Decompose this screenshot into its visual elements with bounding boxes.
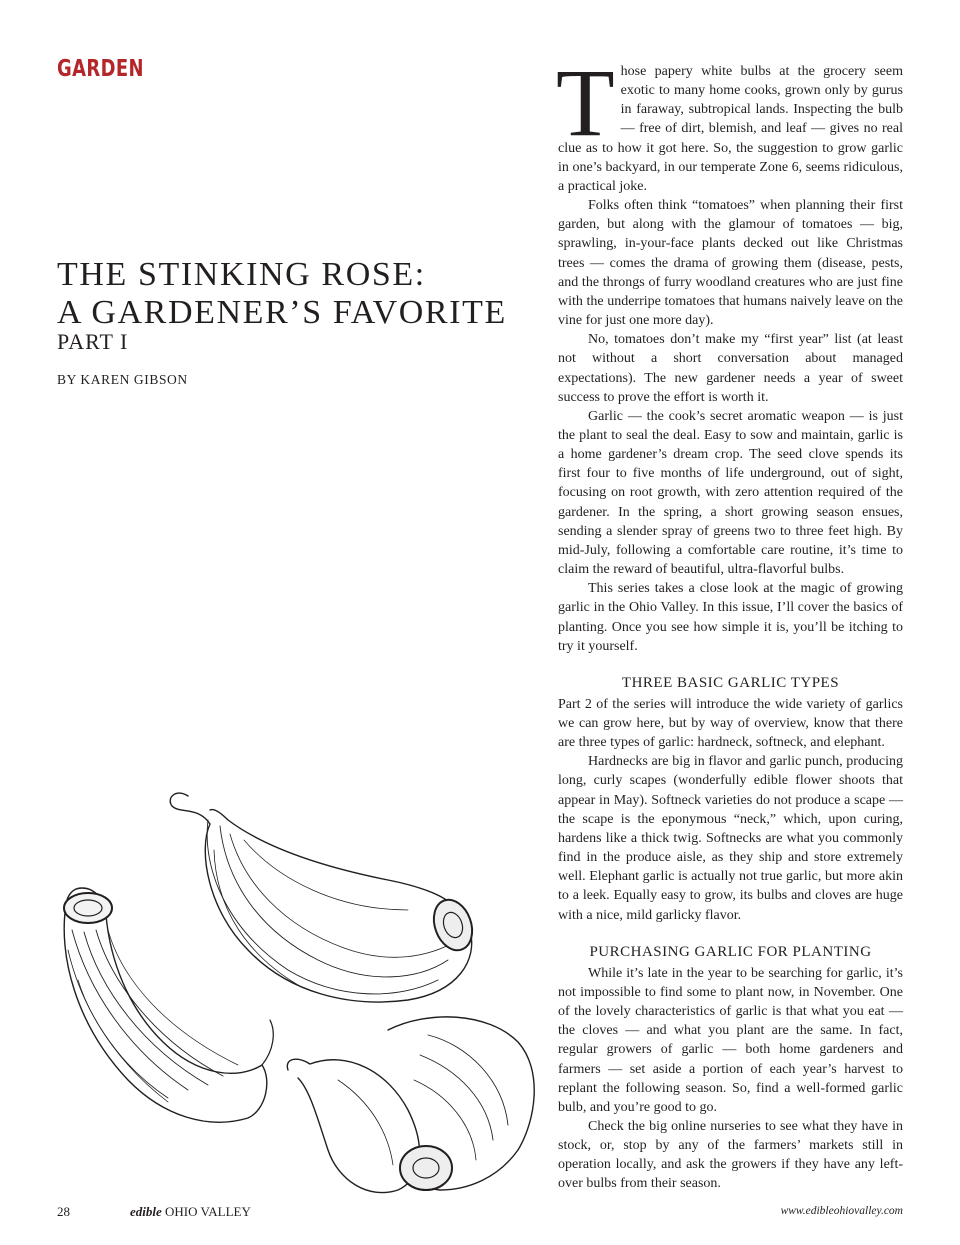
paragraph-8: While it’s late in the year to be searching for garlic, it’s not impossible to find some to plant now, in November. One of the lovely characteristics of garlic is that what you eat — the cloves — and what you plant are the same. In fact, regular growers of garlic — both home gardeners and farmers — set aside a portion of each year’s harvest to replant the following season. So, find a well-formed garlic bulb, and you’re good to go. [558, 965, 903, 1115]
paragraph-7: Hardnecks are big in flavor and garlic punch, producing long, curly scapes (wonderfully edible flower shoots that appear in May). Softneck varieties do not produce a scape — the scape is the eponymous “neck,” which, upon curing, hardens like a thick twig. Softnecks are what you commonly find in the produce aisle, as they ship and store extremely well. Elephant garlic is actually not true garlic, but more akin to a leek. Equally easy to grow, its bulbs and cloves are huge with a nice, mild garlicky flavor. [558, 754, 903, 923]
publication-name [130, 1204, 251, 1220]
garlic-clove-left [64, 888, 273, 1122]
paragraph-9: Check the big online nurseries to see what they have in stock, or, stop by any of the farmers’ markets still in operation locally, and ask the growers if they have any left-over bulbs from their season. [558, 1118, 903, 1192]
paragraph-1-text: hose papery white bulbs at the grocery seem exotic to many home cooks, grown only by gurus in faraway, subtropical lands. Inspecting the bulb — free of dirt, blemish, and leaf — gives no real clue as to how it got here. So, the suggestion to grow garlic in one’s backyard, in our temperate Zone 6, seems ridiculous, a practical joke. [558, 64, 903, 194]
headline [57, 256, 517, 332]
paragraph-2: Folks often think “tomatoes” when planning their first garden, but along with the glamour of tomatoes — big, sprawling, in-your-face plants decked out like Christmas trees — comes the drama of growing them (disease, pests, and the throngs of furry woodland creatures who are just fine with the underripe tomatoes that humans naively leave on the vine for just one more day). [558, 198, 903, 329]
byline: BY KAREN GIBSON [57, 372, 188, 387]
section-label: GARDEN [57, 56, 144, 82]
garlic-clove-center [170, 793, 479, 1002]
article-body [556, 49, 903, 1194]
drop-cap: T [556, 49, 615, 156]
headline-part: PART I [57, 329, 129, 354]
paragraph-5: This series takes a close look at the magic of growing garlic in the Ohio Valley. In this issue, I’ll cover the basics of planting. Once you see how simple it is, you’ll be itching to try it yourself. [558, 581, 903, 654]
garlic-clove-right [287, 1017, 534, 1193]
headline-line-1: THE STINKING ROSE: [57, 256, 426, 293]
headline-line-2: A GARDENER’S FAVORITE [57, 294, 507, 331]
paragraph-1 [556, 49, 903, 196]
page-number: 28 [57, 1204, 70, 1219]
garlic-cloves-illustration [48, 780, 553, 1200]
subhead-purchasing-garlic: PURCHASING GARLIC FOR PLANTING [589, 943, 872, 960]
publication-region: OHIO VALLEY [165, 1204, 251, 1219]
paragraph-3: No, tomatoes don’t make my “first year” list (at least not without a short conversation about managed expectations). The new gardener needs a year of sweet success to prove the effort is worth it. [558, 332, 903, 405]
publication-url: www.edibleohiovalley.com [780, 1205, 903, 1217]
paragraph-4: Garlic — the cook’s secret aromatic weapon — is just the plant to seal the deal. Easy to sow and maintain, garlic is a home gardener’s dream crop. The seed clove spends its first four to five months of life underground, out of sight, focusing on root growth, with zero attention required of the gardener. In the spring, a short growing season ensues, sending a slender spray of greens two to three feet high. By mid-July, following a comfortable care routine, it’s time to claim the reward of beautiful, ultra-flavorful bulbs. [558, 408, 903, 578]
paragraph-6: Part 2 of the series will introduce the wide variety of garlics we can grow here, but by way of overview, know that there are three types of garlic: hardneck, softneck, and elephant. [558, 696, 903, 751]
publication-edible: edible [130, 1204, 162, 1219]
subhead-garlic-types: THREE BASIC GARLIC TYPES [621, 674, 840, 691]
